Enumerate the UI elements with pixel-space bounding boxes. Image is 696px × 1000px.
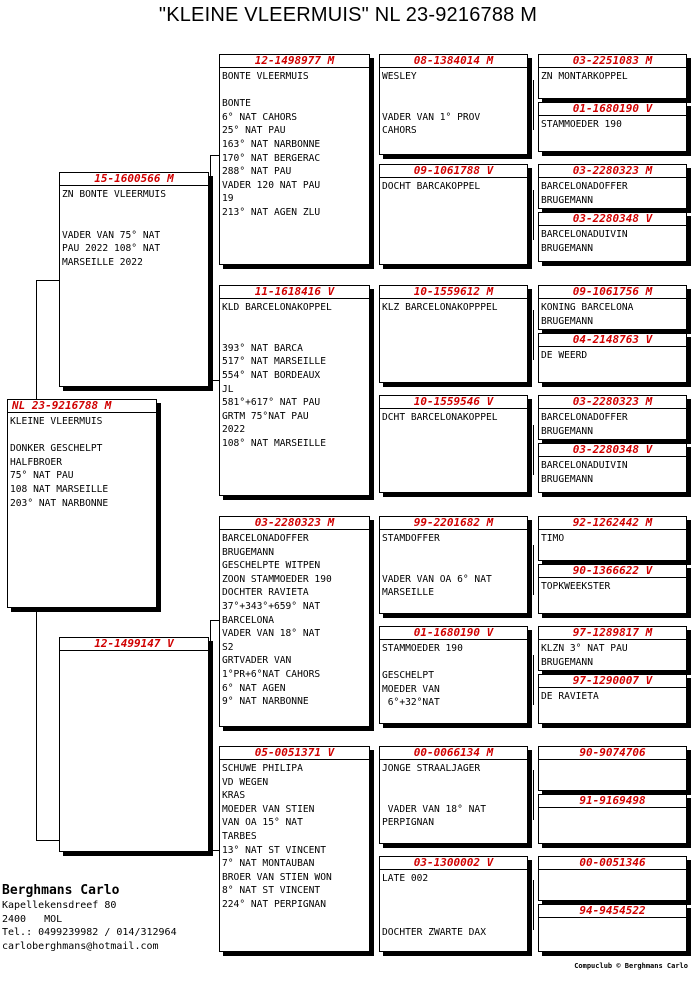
connector-line [210,155,211,380]
pigeon-description: DE WEERD [541,350,588,361]
pigeon-description: BONTE VLEERMUIS BONTE 6° NAT CAHORS 25° NAT PAU 163° NAT NARBONNE 170° NAT BERGERAC 288° NAT PAU VADER 120 NAT PAU 19 213° NAT AGEN ZLU [222,71,321,218]
connector-line [210,620,211,850]
pigeon-description: KLZN 3° NAT PAU BRUGEMANN [541,643,628,668]
pigeon-description [539,870,686,872]
pigeon-description: STAMMOEDER 190 [541,119,622,130]
pigeon-description: KLD BARCELONAKOPPEL 393° NAT BARCA 517° NAT MARSEILLE 554° NAT BORDEAUX JL 581°+617° NAT PAU GRTM 75°NAT PAU 2022 108° NAT MARSEILLE [222,302,332,449]
connector-line [372,105,373,215]
pigeon-description: JONGE STRAALJAGER VADER VAN 18° NAT PERPIGNAN [382,763,486,829]
pedigree-card-g5-1 [538,54,687,99]
connector-line [533,190,534,240]
ring-number: 09-1061756 M [539,286,686,299]
pedigree-card-g5-3 [538,164,687,209]
ring-number: 94-9454522 [539,905,686,918]
ring-number: 03-1300002 V [380,857,527,870]
pedigree-card-g5-12 [538,674,687,724]
pigeon-description: BARCELONADOFFER BRUGEMANN GESCHELPTE WITPEN ZOON STAMMOEDER 190 DOCHTER RAVIETA 37°+343°+659° NAT BARCELONA VADER VAN 18° NAT S2 GRTVADER VAN 1°PR+6°NAT CAHORS 6° NAT AGEN 9° NAT NARBONNE [222,533,332,708]
pedigree-card-mf [219,516,370,727]
pigeon-description: SCHUWE PHILIPA VD WEGEN KRAS MOEDER VAN STIEN VAN OA 15° NAT TARBES 13° NAT ST VINCENT 7° NAT MONTAUBAN BROER VAN STIEN WON 8° NAT ST VINCENT 224° NAT PERPIGNAN [222,763,332,910]
ring-number: 09-1061788 V [380,165,527,178]
ring-number: 10-1559612 M [380,286,527,299]
pigeon-description [539,760,686,762]
ring-number: 03-2280348 V [539,213,686,226]
pedigree-card-fmf [379,285,528,383]
copyright-footer: Compuclub © Berghmans Carlo [574,962,688,970]
connector-line [36,280,37,400]
ring-number: 01-1680190 V [539,103,686,116]
pigeon-description: BARCELONADOFFER BRUGEMANN [541,181,628,206]
pigeon-description: DOCHT BARCAKOPPEL [382,181,481,192]
pedigree-card-g5-14 [538,794,687,844]
ring-number: 03-2280323 M [220,517,369,530]
ring-number: 04-2148763 V [539,334,686,347]
ring-number: 01-1680190 V [380,627,527,640]
pedigree-card-g5-6 [538,333,687,383]
pedigree-card-g5-5 [538,285,687,330]
pigeon-description: ZN BONTE VLEERMUIS VADER VAN 75° NAT PAU 2022 108° NAT MARSEILLE 2022 [62,189,166,268]
pedigree-card-father [59,172,209,387]
pedigree-card-g5-15 [538,856,687,901]
pedigree-card-g5-10 [538,564,687,614]
ring-number: 00-0066134 M [380,747,527,760]
pedigree-card-g5-16 [538,904,687,952]
pigeon-description: KLEINE VLEERMUIS DONKER GESCHELPT HALFBROER 75° NAT PAU 108 NAT MARSEILLE 203° NAT NARBONNE [10,416,109,509]
ring-number: NL 23-9216788 M [8,400,156,413]
ring-number: 90-9074706 [539,747,686,760]
pigeon-description: STAMMOEDER 190 GESCHELPT MOEDER VAN 6°+32°NAT [382,643,463,709]
pedigree-card-g5-11 [538,626,687,671]
connector-line [533,310,534,360]
pedigree-card-mother [59,637,209,852]
owner-name: Berghmans Carlo [2,883,120,898]
pigeon-description: BARCELONADOFFER BRUGEMANN [541,412,628,437]
ring-number: 15-1600566 M [60,173,208,186]
pigeon-description: WESLEY VADER VAN 1° PROV CAHORS [382,71,481,137]
connector-line [36,280,60,281]
pedigree-card-ff [219,54,370,265]
ring-number: 03-2280323 M [539,396,686,409]
ring-number: 00-0051346 [539,857,686,870]
connector-line [533,655,534,705]
pedigree-card-g5-4 [538,212,687,262]
connector-line [533,545,534,595]
pedigree-card-fff [379,54,528,155]
pigeon-description: BARCELONADUIVIN BRUGEMANN [541,229,628,254]
pigeon-description: KONING BARCELONA BRUGEMANN [541,302,634,327]
connector-line [533,880,534,930]
connector-line [36,840,60,841]
pedigree-card-g5-9 [538,516,687,561]
ring-number: 12-1498977 M [220,55,369,68]
ring-number: 90-1366622 V [539,565,686,578]
owner-info [2,882,177,953]
pigeon-description: DCHT BARCELONAKOPPEL [382,412,498,423]
owner-email[interactable]: carloberghmans@hotmail.com [2,940,159,952]
pedigree-card-fm [219,285,370,496]
pedigree-card-mff [379,516,528,614]
pedigree-card-pigeon [7,399,157,608]
connector-line [533,80,534,130]
connector-line [533,770,534,820]
pigeon-description: KLZ BARCELONAKOPPPEL [382,302,498,313]
pigeon-description: STAMDOFFER VADER VAN OA 6° NAT MARSEILLE [382,533,492,599]
ring-number: 03-2251083 M [539,55,686,68]
ring-number: 97-1290007 V [539,675,686,688]
ring-number: 10-1559546 V [380,396,527,409]
connector-line [372,570,373,680]
pedigree-card-g5-7 [538,395,687,440]
pigeon-description [539,918,686,920]
owner-street: Kapellekensdreef 80 [2,900,117,911]
connector-line [36,610,37,840]
connector-line [372,340,373,450]
pedigree-card-g5-8 [538,443,687,493]
pigeon-description: LATE 002 DOCHTER ZWARTE DAX [382,873,486,939]
ring-number: 97-1289817 M [539,627,686,640]
pigeon-description: TIMO [541,533,565,544]
pedigree-card-g5-13 [538,746,687,791]
ring-number: 12-1499147 V [60,638,208,651]
connector-line [372,800,373,905]
page-title: "KLEINE VLEERMUIS" NL 23-9216788 M [158,4,538,26]
owner-city: 2400 MOL [2,913,63,925]
pedigree-card-mfm [379,626,528,724]
pedigree-card-fmm [379,395,528,493]
pedigree-card-ffm [379,164,528,265]
pedigree-card-g5-2 [538,102,687,152]
owner-phone: Tel.: 0499239982 / 014/312964 [2,927,177,938]
pedigree-card-mm [219,746,370,952]
ring-number: 05-0051371 V [220,747,369,760]
ring-number: 11-1618416 V [220,286,369,299]
ring-number: 91-9169498 [539,795,686,808]
ring-number: 08-1384014 M [380,55,527,68]
ring-number: 03-2280348 V [539,444,686,457]
pigeon-description: DE RAVIETA [541,691,599,702]
pigeon-description: TOPKWEEKSTER [541,581,611,592]
pigeon-description: BARCELONADUIVIN BRUGEMANN [541,460,628,485]
pedigree-card-mmm [379,856,528,952]
ring-number: 92-1262442 M [539,517,686,530]
ring-number: 03-2280323 M [539,165,686,178]
pigeon-description [539,808,686,810]
ring-number: 99-2201682 M [380,517,527,530]
connector-line [533,425,534,475]
pigeon-description [60,651,208,653]
pedigree-card-mmf [379,746,528,844]
pigeon-description: ZN MONTARKOPPEL [541,71,628,82]
